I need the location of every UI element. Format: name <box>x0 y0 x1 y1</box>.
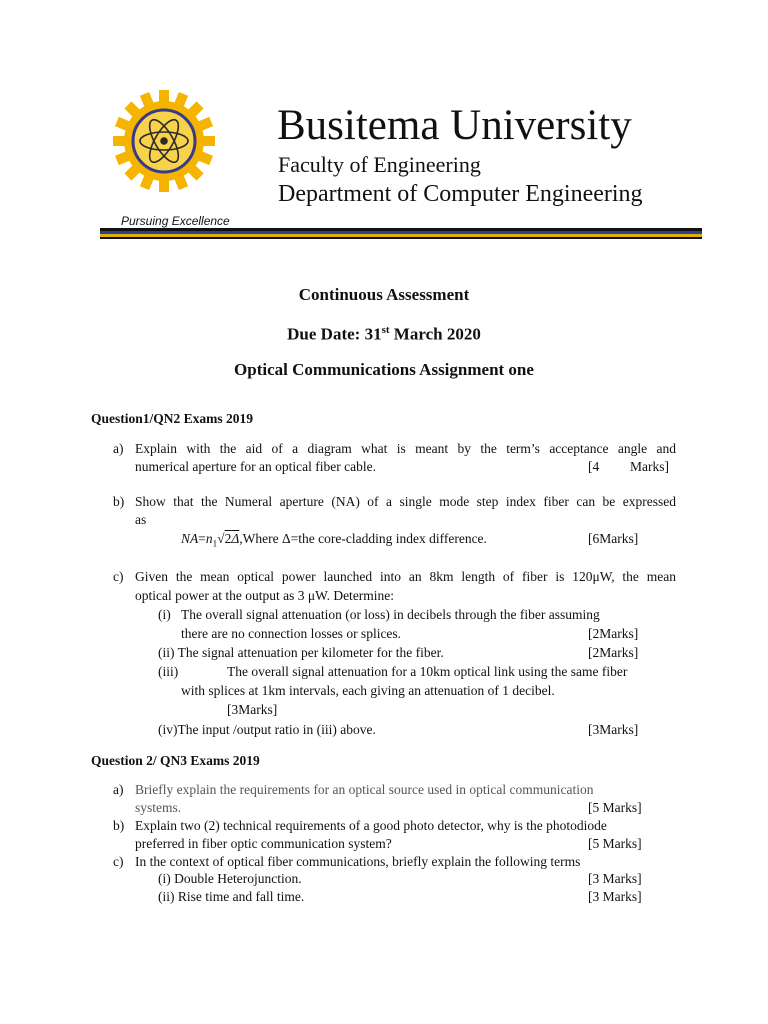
due-date: Due Date: 31st March 2020 <box>287 324 481 344</box>
q2a-label: a) <box>113 782 124 797</box>
q1ci-line2: there are no connection losses or splices. <box>181 626 402 641</box>
q1b-marks: [6Marks] <box>588 531 639 546</box>
q1b-formula: $NA=n_1√2\Delta,Where$ Δ=the core-cladding index difference. <box>181 531 487 549</box>
q1cii-marks: [2Marks] <box>588 645 639 660</box>
q2a-line1: Briefly explain the requirements for an optical source used in optical communication <box>135 782 594 797</box>
q2b-line2: preferred in fiber optic communication system? <box>135 836 392 851</box>
q2c-label: c) <box>113 854 124 869</box>
q1c-label: c) <box>113 569 124 584</box>
q1a-marks-b: Marks] <box>630 459 669 474</box>
q2ci-marks: [3 Marks] <box>588 871 642 886</box>
q2cii-marks: [3 Marks] <box>588 889 642 904</box>
q2b-label: b) <box>113 818 125 833</box>
q2b-marks: [5 Marks] <box>588 836 642 851</box>
q1a-line2: numerical aperture for an optical fiber cable. <box>135 459 376 474</box>
q1c-line1: Given the mean optical power launched into an 8km length of fiber is 120μW, the mean <box>135 569 676 584</box>
q2b-line1: Explain two (2) technical requirements of a good photo detector, why is the photodiode <box>135 818 607 833</box>
q1ci-marks: [2Marks] <box>588 626 639 641</box>
q1a-line1: Explain with the aid of a diagram what is meant by the term’s acceptance angle and <box>135 441 676 456</box>
header-rule-bottom <box>100 237 702 239</box>
q1ciii-line2: with splices at 1km intervals, each giving an attenuation of 1 decibel. <box>181 683 555 698</box>
q1civ-text: (iv)The input /output ratio in (iii) above. <box>158 722 376 737</box>
q1ci-label: (i) <box>158 607 171 622</box>
q1ciii-marks: [3Marks] <box>227 702 278 717</box>
q1cii-text: (ii) The signal attenuation per kilometer for the fiber. <box>158 645 444 660</box>
sqrt-icon: √ <box>217 531 225 546</box>
q1ciii-line1: The overall signal attenuation for a 10km optical link using the same fiber <box>227 664 628 679</box>
faculty-name: Faculty of Engineering <box>278 152 481 177</box>
q2a-line2: systems. <box>135 800 182 815</box>
university-logo <box>113 90 215 192</box>
q1b-line2: as <box>135 512 147 527</box>
question2-heading: Question 2/ QN3 Exams 2019 <box>91 753 260 768</box>
q1ciii-label: (iii) <box>158 664 179 679</box>
q1b-line1: Show that the Numeral aperture (NA) of a single mode step index fiber can be expressed <box>135 494 676 509</box>
q1b-label: b) <box>113 494 125 509</box>
q2ci-text: (i) Double Heterojunction. <box>158 871 302 886</box>
university-name: Busitema University <box>277 102 632 149</box>
q2cii-text: (ii) Rise time and fall time. <box>158 889 305 904</box>
q1a-label: a) <box>113 441 124 456</box>
assessment-title: Continuous Assessment <box>298 285 470 304</box>
q1c-line2: optical power at the output as 3 μW. Determine: <box>135 588 395 603</box>
q1civ-marks: [3Marks] <box>588 722 639 737</box>
q2c-line1: In the context of optical fiber communications, briefly explain the following terms <box>135 854 581 869</box>
assignment-title: Optical Communications Assignment one <box>234 360 534 379</box>
question1-heading: Question1/QN2 Exams 2019 <box>91 411 254 426</box>
q2a-marks: [5 Marks] <box>588 800 642 815</box>
q1a-marks-a: [4 <box>588 459 600 474</box>
q1ci-line1: The overall signal attenuation (or loss) in decibels through the fiber assuming <box>181 607 600 622</box>
motto: Pursuing Excellence <box>121 214 230 228</box>
department-name: Department of Computer Engineering <box>278 181 643 207</box>
